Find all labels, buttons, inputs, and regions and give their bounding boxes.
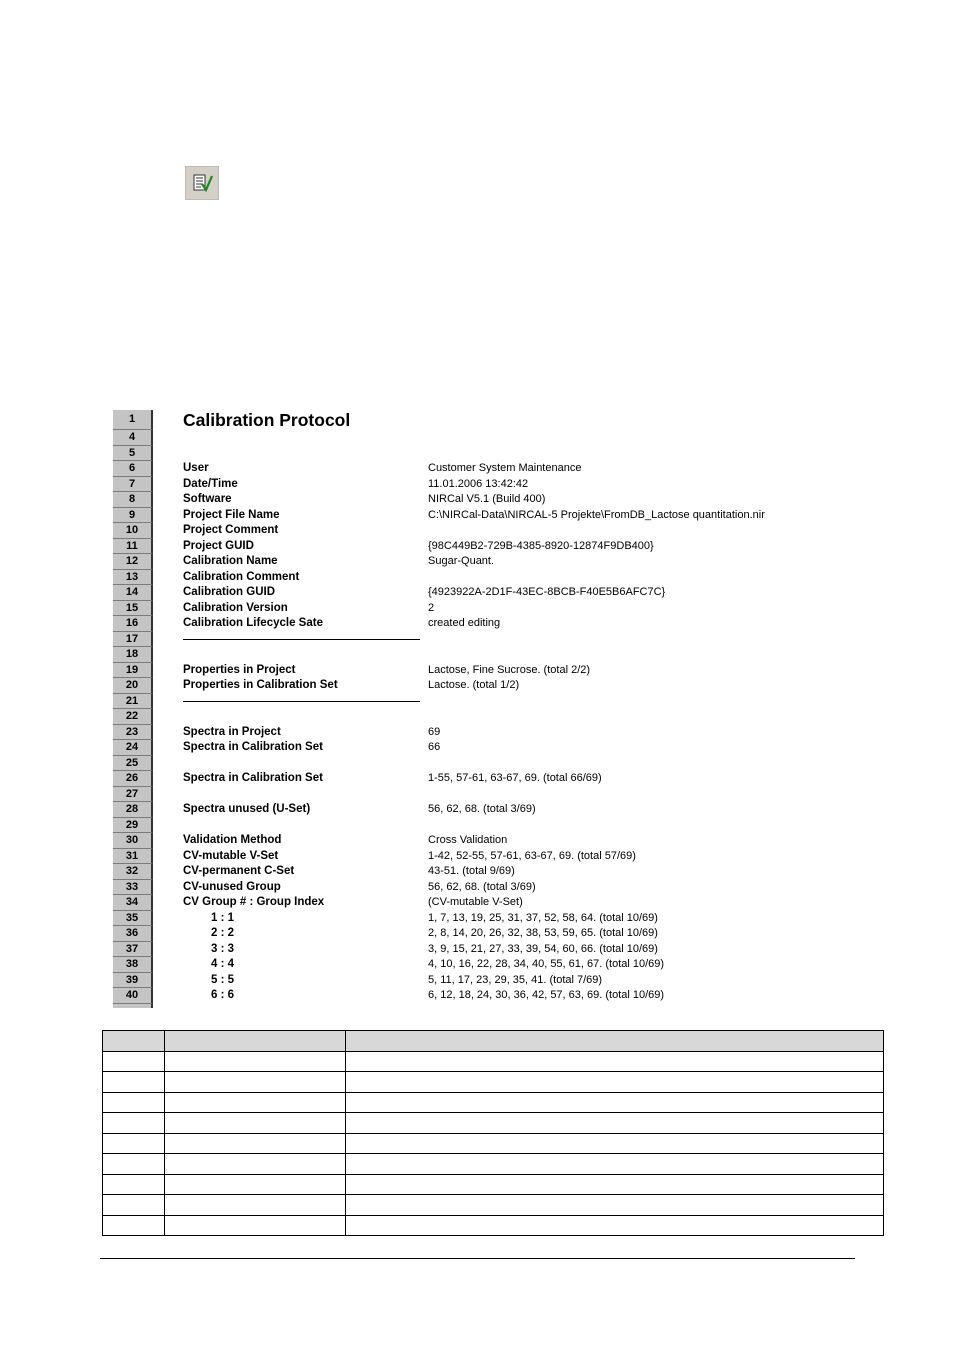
table-cell bbox=[346, 1215, 884, 1236]
table-cell bbox=[103, 1092, 165, 1113]
table-row bbox=[103, 1215, 884, 1236]
field-label: 5 : 5 bbox=[211, 973, 235, 986]
protocol-row bbox=[113, 973, 903, 989]
protocol-row bbox=[113, 570, 903, 586]
protocol-row bbox=[113, 911, 903, 927]
protocol-row bbox=[113, 771, 903, 787]
protocol-row bbox=[113, 833, 903, 849]
protocol-row bbox=[113, 508, 903, 524]
table-cell bbox=[103, 1051, 165, 1072]
field-label: Calibration GUID bbox=[183, 586, 276, 598]
protocol-row bbox=[113, 942, 903, 958]
field-value: 56, 62, 68. (total 3/69) bbox=[428, 880, 536, 893]
protocol-row bbox=[113, 957, 903, 973]
row-stub bbox=[113, 1004, 903, 1008]
field-value: Cross Validation bbox=[428, 834, 508, 846]
field-value: 1, 7, 13, 19, 25, 31, 37, 52, 58, 64. (total 10/69) bbox=[428, 911, 658, 924]
field-value: Sugar-Quant. bbox=[428, 555, 495, 567]
row-number: 26 bbox=[113, 771, 153, 787]
protocol-row bbox=[113, 430, 903, 446]
table-cell bbox=[346, 1174, 884, 1195]
table-cell bbox=[346, 1133, 884, 1154]
table-cell bbox=[103, 1195, 165, 1216]
row-number: 17 bbox=[113, 632, 153, 648]
row-number: 24 bbox=[113, 740, 153, 756]
field-label: Spectra in Calibration Set bbox=[183, 772, 323, 784]
row-number: 9 bbox=[113, 508, 153, 524]
protocol-row bbox=[113, 740, 903, 756]
table-cell bbox=[346, 1072, 884, 1093]
field-label: Calibration Lifecycle Sate bbox=[183, 617, 323, 629]
field-value: 2, 8, 14, 20, 26, 32, 38, 53, 59, 65. (total 10/69) bbox=[428, 927, 658, 939]
row-number: 12 bbox=[113, 554, 153, 570]
protocol-row bbox=[113, 802, 903, 818]
row-number: 11 bbox=[113, 539, 153, 555]
row-number: 34 bbox=[113, 895, 153, 911]
row-number: 6 bbox=[113, 461, 153, 477]
protocol-row bbox=[113, 647, 903, 663]
protocol-row bbox=[113, 477, 903, 493]
field-value: 66 bbox=[428, 741, 441, 753]
field-label: Date/Time bbox=[183, 477, 238, 490]
field-value: 5, 11, 17, 23, 29, 35, 41. (total 7/69) bbox=[428, 973, 603, 986]
table-row bbox=[103, 1072, 884, 1093]
table-cell bbox=[346, 1092, 884, 1113]
row-number: 7 bbox=[113, 477, 153, 493]
field-label: Calibration Version bbox=[183, 601, 288, 614]
row-number: 39 bbox=[113, 973, 153, 989]
field-value: 4, 10, 16, 22, 28, 34, 40, 55, 61, 67. (total 10/69) bbox=[428, 958, 665, 970]
field-value: 11.01.2006 13:42:42 bbox=[428, 477, 529, 490]
protocol-row bbox=[113, 585, 903, 601]
table-cell bbox=[165, 1195, 346, 1216]
table-row bbox=[103, 1113, 884, 1134]
field-value: 2 bbox=[428, 601, 435, 614]
row-number: 21 bbox=[113, 694, 153, 710]
table-cell bbox=[103, 1031, 165, 1052]
row-number: 8 bbox=[113, 492, 153, 508]
protocol-row bbox=[113, 461, 903, 477]
field-label: 4 : 4 bbox=[211, 958, 235, 970]
protocol-row bbox=[113, 880, 903, 896]
field-value: {4923922A-2D1F-43EC-8BCB-F40E5B6AFC7C} bbox=[428, 586, 666, 598]
protocol-row bbox=[113, 849, 903, 865]
field-value: {98C449B2-729B-4385-8920-12874F9DB400} bbox=[428, 539, 654, 552]
row-number: 37 bbox=[113, 942, 153, 958]
row-number: 20 bbox=[113, 678, 153, 694]
field-value: Customer System Maintenance bbox=[428, 462, 582, 474]
field-label: CV-unused Group bbox=[183, 880, 281, 893]
field-value: C:\NIRCal-Data\NIRCAL-5 Projekte\FromDB_Lactose quantitation.nir bbox=[428, 508, 765, 521]
row-number: 35 bbox=[113, 911, 153, 927]
table-cell bbox=[346, 1113, 884, 1134]
field-label: User bbox=[183, 462, 209, 474]
field-value: NIRCal V5.1 (Build 400) bbox=[428, 493, 546, 505]
table-cell bbox=[165, 1174, 346, 1195]
row-number: 22 bbox=[113, 709, 153, 725]
table-cell bbox=[165, 1113, 346, 1134]
field-value: (CV-mutable V-Set) bbox=[428, 896, 523, 908]
field-label: Project File Name bbox=[183, 508, 280, 521]
protocol-row bbox=[113, 539, 903, 555]
row-number: 23 bbox=[113, 725, 153, 741]
row-number: 19 bbox=[113, 663, 153, 679]
protocol-row bbox=[113, 787, 903, 803]
field-label: 2 : 2 bbox=[211, 927, 235, 939]
field-label: CV-mutable V-Set bbox=[183, 849, 279, 862]
table-cell bbox=[165, 1031, 346, 1052]
protocol-row bbox=[113, 663, 903, 679]
row-number: 30 bbox=[113, 833, 153, 849]
table-cell bbox=[346, 1031, 884, 1052]
field-label: Project GUID bbox=[183, 539, 254, 552]
field-value: 43-51. (total 9/69) bbox=[428, 865, 515, 877]
row-number: 32 bbox=[113, 864, 153, 880]
protocol-row bbox=[113, 678, 903, 694]
row-number: 25 bbox=[113, 756, 153, 772]
protocol-row bbox=[113, 709, 903, 725]
row-number: 27 bbox=[113, 787, 153, 803]
table-cell bbox=[165, 1051, 346, 1072]
row-number: 4 bbox=[113, 430, 153, 446]
field-label: Spectra in Project bbox=[183, 725, 281, 738]
table-cell bbox=[346, 1154, 884, 1175]
table-row bbox=[103, 1051, 884, 1072]
protocol-row bbox=[113, 895, 903, 911]
protocol-row bbox=[113, 864, 903, 880]
field-label: Properties in Project bbox=[183, 663, 296, 676]
table-cell bbox=[165, 1072, 346, 1093]
field-value: Lactose, Fine Sucrose. (total 2/2) bbox=[428, 663, 591, 676]
table-cell bbox=[103, 1154, 165, 1175]
table-cell bbox=[103, 1113, 165, 1134]
table-row bbox=[103, 1174, 884, 1195]
protocol-title-row bbox=[113, 410, 903, 430]
field-label: Calibration Comment bbox=[183, 570, 300, 583]
table-row bbox=[103, 1133, 884, 1154]
row-number: 10 bbox=[113, 523, 153, 539]
row-number: 40 bbox=[113, 988, 153, 1004]
row-number: 29 bbox=[113, 818, 153, 834]
row-number: 38 bbox=[113, 957, 153, 973]
protocol-row bbox=[113, 632, 903, 648]
protocol-row bbox=[113, 492, 903, 508]
separator-line bbox=[183, 701, 420, 702]
row-number: 31 bbox=[113, 849, 153, 865]
protocol-row bbox=[113, 554, 903, 570]
table-cell bbox=[165, 1092, 346, 1113]
table-cell bbox=[165, 1133, 346, 1154]
field-label: 3 : 3 bbox=[211, 942, 235, 955]
protocol-row bbox=[113, 601, 903, 617]
table-header-row bbox=[103, 1031, 884, 1052]
field-label: CV Group # : Group Index bbox=[183, 896, 325, 908]
protocol-row bbox=[113, 725, 903, 741]
protocol-row bbox=[113, 926, 903, 942]
table-cell bbox=[103, 1072, 165, 1093]
row-number: 18 bbox=[113, 647, 153, 663]
field-label: 1 : 1 bbox=[211, 911, 235, 924]
table-cell bbox=[103, 1133, 165, 1154]
field-label: CV-permanent C-Set bbox=[183, 865, 295, 877]
row-number: 16 bbox=[113, 616, 153, 632]
table-cell bbox=[165, 1154, 346, 1175]
table-row bbox=[103, 1154, 884, 1175]
table-cell bbox=[103, 1174, 165, 1195]
field-value: 1-55, 57-61, 63-67, 69. (total 66/69) bbox=[428, 772, 602, 784]
protocol-row bbox=[113, 694, 903, 710]
table-row bbox=[103, 1092, 884, 1113]
protocol-row bbox=[113, 523, 903, 539]
row-number: 14 bbox=[113, 585, 153, 601]
table-cell bbox=[103, 1215, 165, 1236]
protocol-row bbox=[113, 988, 903, 1004]
empty-table bbox=[102, 1030, 884, 1236]
field-label: Calibration Name bbox=[183, 555, 278, 567]
field-label: Software bbox=[183, 493, 232, 505]
field-value: created editing bbox=[428, 617, 501, 629]
row-number: 5 bbox=[113, 446, 153, 462]
field-label: Properties in Calibration Set bbox=[183, 679, 338, 691]
field-label: Validation Method bbox=[183, 834, 282, 846]
protocol-title: Calibration Protocol bbox=[183, 410, 351, 430]
table-cell bbox=[346, 1051, 884, 1072]
footer-rule bbox=[100, 1258, 855, 1259]
field-label: Spectra unused (U-Set) bbox=[183, 803, 311, 815]
separator-line bbox=[183, 639, 420, 640]
protocol-row bbox=[113, 756, 903, 772]
field-label: Spectra in Calibration Set bbox=[183, 741, 323, 753]
calibration-protocol-sheet bbox=[113, 410, 903, 1008]
protocol-row bbox=[113, 616, 903, 632]
row-number: 15 bbox=[113, 601, 153, 617]
table-row bbox=[103, 1195, 884, 1216]
row-number: 28 bbox=[113, 802, 153, 818]
field-value: 56, 62, 68. (total 3/69) bbox=[428, 803, 536, 815]
protocol-row bbox=[113, 818, 903, 834]
field-label: Project Comment bbox=[183, 524, 279, 536]
field-value: 1-42, 52-55, 57-61, 63-67, 69. (total 57/69) bbox=[428, 849, 636, 862]
row-number: 36 bbox=[113, 926, 153, 942]
protocol-row bbox=[113, 446, 903, 462]
table-cell bbox=[165, 1215, 346, 1236]
field-value: 6, 12, 18, 24, 30, 36, 42, 57, 63, 69. (total 10/69) bbox=[428, 989, 665, 1001]
row-number: 1 bbox=[113, 410, 153, 430]
row-number: 33 bbox=[113, 880, 153, 896]
row-number: 13 bbox=[113, 570, 153, 586]
field-value: Lactose. (total 1/2) bbox=[428, 679, 520, 691]
table-cell bbox=[346, 1195, 884, 1216]
protocol-checkmark-icon[interactable] bbox=[185, 166, 219, 200]
field-value: 3, 9, 15, 21, 27, 33, 39, 54, 60, 66. (total 10/69) bbox=[428, 942, 658, 955]
field-label: 6 : 6 bbox=[211, 989, 235, 1001]
field-value: 69 bbox=[428, 725, 441, 738]
